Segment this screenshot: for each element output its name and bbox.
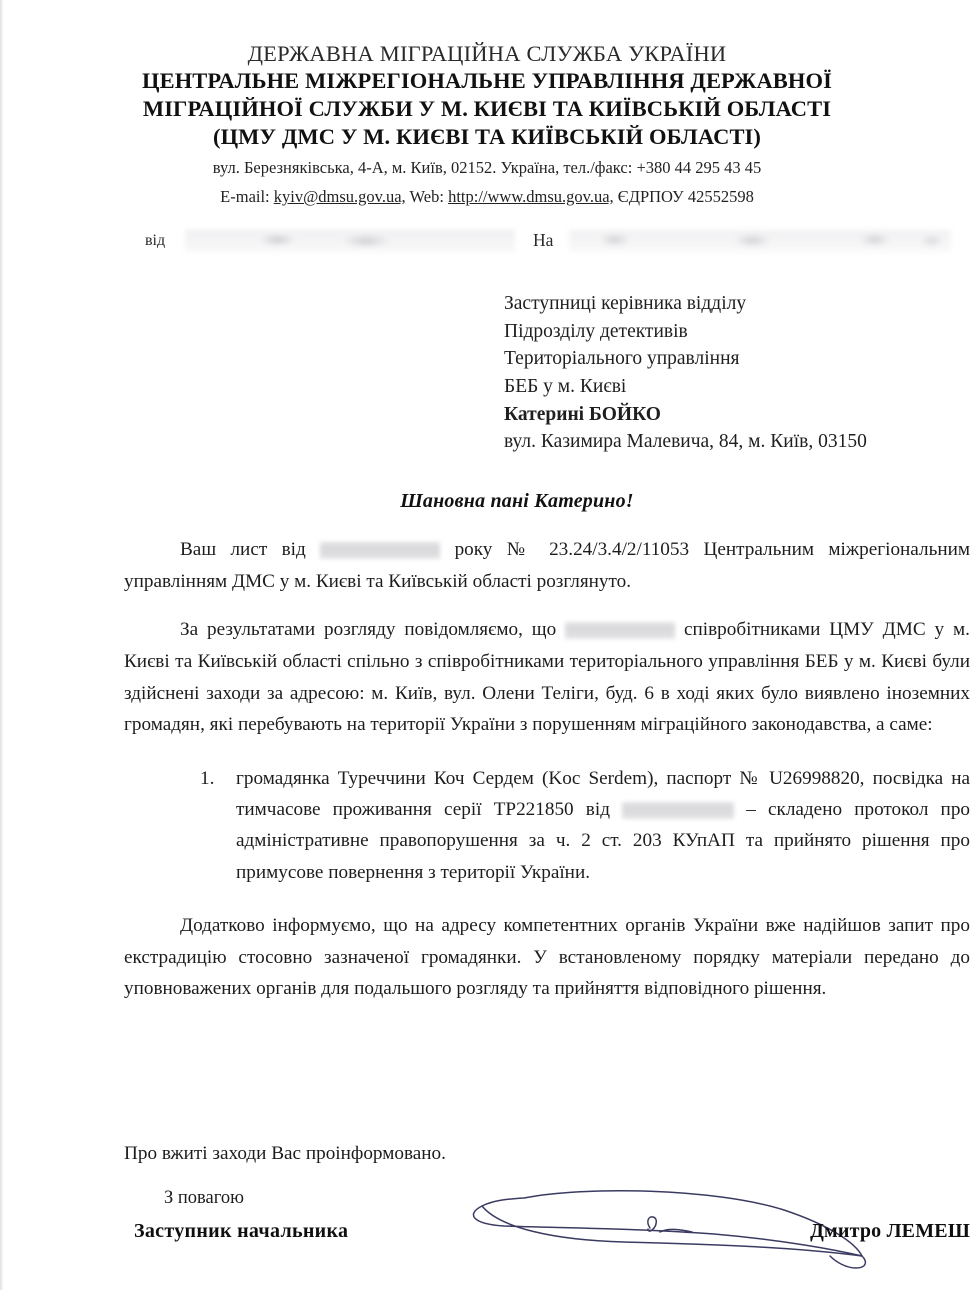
from-label: від bbox=[145, 232, 166, 249]
list-item-text-c: від bbox=[573, 799, 623, 821]
paragraph-findings bbox=[124, 614, 970, 742]
signer-name: Дмитро ЛЕМЕШ bbox=[810, 1220, 970, 1242]
passport-number: U26998820 bbox=[769, 768, 860, 790]
para2-text-a: За результатами розгляду повідомляємо, що bbox=[180, 618, 566, 640]
para1-text-c: Центральним міжрегіональним управлінням ДМС у м. Києві та Київській області розглянуто. bbox=[124, 539, 970, 592]
regards-text: З повагою bbox=[164, 1188, 244, 1208]
email-link[interactable]: kyiv@dmsu.gov.ua, bbox=[273, 187, 406, 207]
list-item-marker: 1. bbox=[200, 768, 215, 790]
letterhead bbox=[0, 40, 974, 209]
incoming-doc-number: 23.24/3.4/2/11053 bbox=[549, 539, 690, 560]
signer-title: Заступник начальника bbox=[134, 1220, 349, 1242]
edrpou-code: ЄДРПОУ 42552598 bbox=[613, 187, 754, 207]
permit-date-redacted bbox=[622, 802, 734, 819]
list-item-text-b: , посвідка на тимчасове проживання серії bbox=[236, 768, 971, 821]
letterhead-line-4: (ЦМУ ДМС У М. КИЄВІ ТА КИЇВСЬКІЙ ОБЛАСТІ) bbox=[212, 124, 762, 150]
from-value-redacted bbox=[185, 230, 515, 252]
web-label: Web: bbox=[405, 187, 449, 207]
paragraph-extradition: Додатково інформуємо, що на адресу компетентних органів України вже надійшов запит про екстрадицію стосовно зазначеної громадянки. У встановленому порядку матеріали передано до уповноважених органів для подальшого розгляду та прийняття відповідного рішення. bbox=[124, 914, 970, 1000]
addressee-line-1: Заступниці керівника відділу bbox=[504, 293, 747, 314]
operation-date-redacted bbox=[565, 622, 675, 639]
signature-block bbox=[124, 1188, 970, 1278]
residence-permit-series: ТР221850 bbox=[493, 799, 574, 821]
to-label: На bbox=[533, 230, 554, 250]
violations-list bbox=[124, 763, 970, 887]
list-item-text-d: – складено протокол про адміністративне правопорушення за ч. 2 ст. 203 КУпАП та прийнято рішення про примусове повернення з території України. bbox=[236, 799, 971, 883]
list-item-text-a: громадянка Туреччини Коч Сердем (Koc Serdem), паспорт № bbox=[236, 768, 770, 790]
letterhead-line-2: ЦЕНТРАЛЬНЕ МІЖРЕГІОНАЛЬНЕ УПРАВЛІННЯ ДЕРЖАВНОЇ bbox=[142, 68, 832, 94]
letterhead-line-1: ДЕРЖАВНА МІГРАЦІЙНА СЛУЖБА УКРАЇНИ bbox=[247, 41, 727, 66]
para1-text-a: Ваш лист від bbox=[180, 539, 321, 560]
addressee-address: вул. Казимира Малевича, 84, м. Київ, 03150 bbox=[504, 431, 867, 453]
letterhead-address: вул. Березняківська, 4-А, м. Київ, 02152. Україна, тел./факс: +380 44 295 43 45 bbox=[212, 158, 762, 178]
letterhead-line-3: МІГРАЦІЙНОЇ СЛУЖБИ У М. КИЄВІ ТА КИЇВСЬКІЙ ОБЛАСТІ bbox=[142, 96, 832, 122]
letterhead-contacts bbox=[0, 185, 974, 209]
email-label: E-mail: bbox=[220, 187, 274, 207]
website-link[interactable]: http://www.dmsu.gov.ua, bbox=[448, 187, 614, 207]
list-item bbox=[200, 763, 970, 887]
para1-text-b: року № bbox=[440, 539, 550, 560]
reference-row bbox=[145, 230, 945, 256]
salutation: Шановна пані Катерино! bbox=[400, 490, 634, 512]
addressee-line-3: Територіального управління bbox=[504, 348, 740, 370]
addressee-line-2: Підрозділу детективів bbox=[504, 320, 688, 342]
para2-text-b: співробітниками ЦМУ ДМС у м. Києві та Київській області спільно з співробітниками територіального управління БЕБ у м. Києві були здійснені заходи за адресою: м. Київ, вул. Олени Теліги, буд. 6 в ході яких було виявлено іноземних громадян, які перебувають на території України з порушенням міграційного законодавства, а саме: bbox=[124, 618, 970, 736]
paragraph-reply-reference bbox=[124, 534, 970, 598]
addressee-block bbox=[504, 290, 964, 456]
addressee-line-4: БЕБ у м. Києві bbox=[504, 376, 627, 398]
closing-statement: Про вжиті заходи Вас проінформовано. bbox=[124, 1143, 446, 1164]
addressee-name: Катерині БОЙКО bbox=[504, 403, 661, 425]
to-value-redacted bbox=[569, 230, 951, 252]
body-spacer bbox=[124, 1021, 970, 1043]
incoming-letter-date-redacted bbox=[320, 542, 440, 559]
letter-body bbox=[124, 534, 970, 1043]
